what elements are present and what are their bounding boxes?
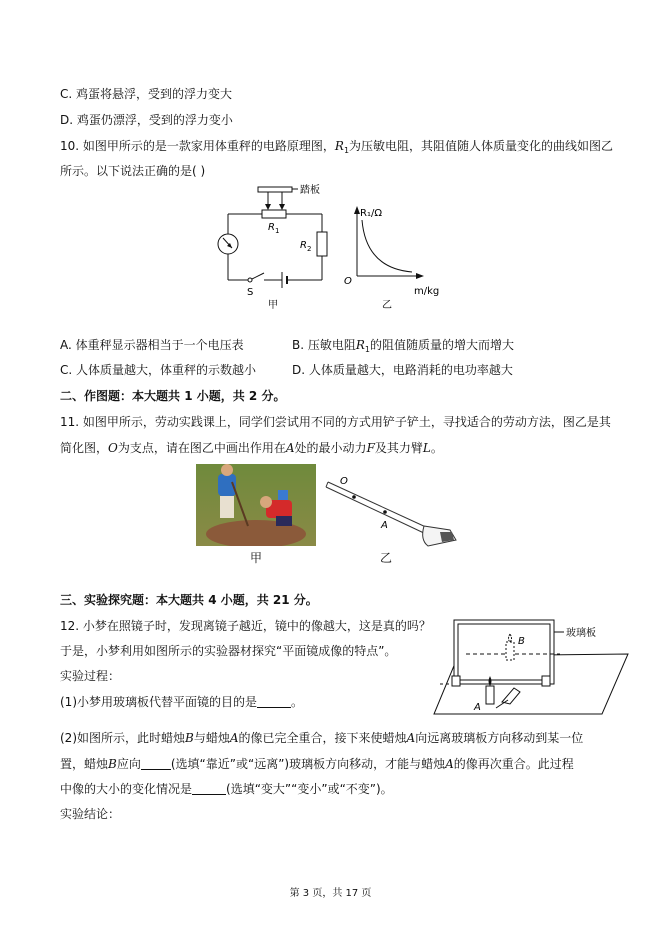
q11-line2-a: 简化图，: [60, 441, 109, 455]
plate-clamp-right: [542, 676, 550, 686]
section3-title-b: 小题，共: [216, 593, 273, 607]
switch-contact: [248, 278, 252, 282]
q10-option-d: D. 人体质量越大，电路消耗的电功率越大: [292, 363, 513, 377]
graph-origin: O: [344, 276, 352, 287]
q12-answer-blank-1[interactable]: [257, 695, 291, 708]
pressure-arrow-head: [279, 204, 285, 210]
q10-stem-line2: 所示。以下说法正确的是( ): [60, 164, 206, 178]
glass-plate-label: 玻璃板: [566, 628, 596, 639]
q12-p2-l1-a: (2)如图所示，此时蜡烛: [60, 731, 185, 745]
q12-a-symbol-3: A: [445, 757, 454, 771]
q10-r1-symbol: R: [334, 139, 344, 153]
q11-o-symbol: O: [108, 441, 118, 455]
q11-line2-b: 为支点，请在图乙中画出作用在: [117, 441, 286, 455]
glass-plate-frame: [454, 620, 554, 684]
q12-p2-l2-a: 置，蜡烛: [60, 757, 109, 771]
q11-fig-jia-caption: 甲: [250, 551, 263, 565]
shovel-shaft-bottom: [326, 487, 426, 534]
candle-b: [506, 642, 514, 660]
q10-stem-line1: [60, 138, 613, 159]
r1-label-letter: R: [268, 222, 275, 233]
section3-score: 21: [272, 593, 290, 607]
q10-option-b-post: 的阻值随质量的增大而增大: [370, 338, 515, 352]
section3-title: [60, 592, 318, 608]
q10-option-b: [292, 337, 514, 358]
resistor-r2: [317, 232, 327, 256]
q12-line1: 12. 小梦在照镜子时，发现离镜子越近，镜中的像越大，这是真的吗？: [60, 619, 431, 633]
q12-p2-l2-d: 的像再次重合。此过程: [453, 757, 574, 771]
q9-option-d: D. 鸡蛋仍漂浮，受到的浮力变小: [60, 113, 233, 127]
switch-label: S: [247, 287, 254, 298]
photo-boy-head: [221, 464, 233, 476]
q12-part1: [60, 694, 303, 710]
q12-p1-a: (1)小梦用玻璃板代替平面镜的目的是: [60, 695, 257, 709]
section2-count: 1: [184, 389, 193, 403]
pedal-plate: [258, 187, 292, 192]
graph-y-label: R₁/Ω: [360, 208, 382, 219]
photo-bucket: [278, 490, 288, 500]
photo-boy-legs: [220, 496, 234, 518]
pivot-label-o: O: [340, 476, 348, 487]
q11-stem-line1: 11. 如图甲所示，劳动实践课上，同学们尝试用不同的方式用铲子铲土，寻找适合的劳动方法，图乙是其: [60, 415, 611, 429]
q12-part2-line2: [60, 756, 574, 772]
q9-option-c: C. 鸡蛋将悬浮，受到的浮力变大: [60, 87, 233, 101]
candle-b-label: B: [518, 636, 525, 647]
q12-b-symbol-2: B: [108, 757, 117, 771]
photo-kid-head: [260, 496, 272, 508]
q12-a-symbol: A: [229, 731, 239, 745]
q12-glass-plate-figure: [430, 612, 630, 716]
point-label-a: A: [381, 520, 388, 531]
q12-p2-l2-c: (选填“靠近”或“远离”)玻璃板方向移动，才能与蜡烛: [170, 757, 446, 771]
q12-part2-line1: [60, 730, 583, 746]
q12-conclusion-label: 实验结论：: [60, 807, 121, 821]
pressure-arrow-head: [265, 204, 271, 210]
q10-resistance-graph: [340, 200, 450, 312]
section3-title-a: 三、实验探究题：本大题共: [60, 593, 209, 607]
fig-jia-caption: 甲: [268, 300, 278, 311]
graph-curve: [362, 220, 412, 272]
q12-p2-l1-b: 与蜡烛: [193, 731, 230, 745]
shovel-shaft-end: [326, 482, 328, 487]
q12-b-symbol: B: [185, 731, 194, 745]
q11-line2-e: 。: [430, 441, 443, 455]
q10-option-c: C. 人体质量越大，体重秤的示数越小: [60, 363, 257, 377]
graph-x-arrow: [416, 273, 424, 279]
q11-l-symbol: L: [422, 441, 431, 455]
q11-fig-yi-caption: 乙: [380, 551, 393, 565]
q11-f-symbol: F: [366, 441, 375, 455]
page-footer: 第 3 页，共 17 页: [289, 888, 372, 899]
q11-digging-photo: [196, 464, 316, 546]
section2-title-a: 二、作图题：本大题共: [60, 389, 185, 403]
candle-a: [486, 686, 494, 704]
q12-p2-l1-d: 向远离玻璃板方向移动到某一位: [415, 731, 584, 745]
candle-a-label: A: [474, 702, 481, 713]
pedal-label: 踏板: [300, 185, 320, 196]
q12-answer-blank-3[interactable]: [192, 782, 226, 795]
q12-p2-l2-b: 应向: [116, 757, 141, 771]
photo-kid-shorts: [276, 516, 292, 526]
q12-process-label: 实验过程：: [60, 669, 121, 683]
q12-a-symbol-2: A: [406, 731, 416, 745]
q10-option-b-pre: B. 压敏电阻: [292, 338, 356, 352]
q11-line2-d: 及其力臂: [374, 441, 423, 455]
q12-answer-blank-2[interactable]: [141, 757, 171, 770]
fig-yi-caption: 乙: [382, 300, 392, 311]
q11-line2-c: 处的最小动力: [294, 441, 367, 455]
plate-clamp-left: [452, 676, 460, 686]
pivot-point-o: [352, 495, 356, 499]
q12-line2: 于是，小梦利用如图所示的实验器材探究“平面镜成像的特点”。: [60, 644, 397, 658]
shovel-shaft-top: [328, 482, 428, 528]
q10-r1-subscript: 1: [343, 146, 350, 155]
q12-p2-l3-a: 中像的大小的变化情况是: [60, 782, 193, 796]
q12-p2-l1-c: 的像已完全重合，接下来使蜡烛: [238, 731, 407, 745]
r2-label-letter: R: [300, 240, 307, 251]
q10-option-b-r1: R: [355, 338, 365, 352]
section2-title: [60, 388, 285, 404]
q11-stem-line2: [60, 440, 443, 456]
r1-label: [268, 222, 279, 235]
q10-stem-a: 10. 如图甲所示的是一款家用体重秤的电路原理图，: [60, 139, 335, 153]
section2-score: 2: [248, 389, 258, 403]
r2-label-sub: 2: [306, 245, 312, 253]
graph-x-label: m/kg: [414, 286, 440, 297]
resistor-r1: [262, 210, 286, 218]
q10-option-b-r1-sub: 1: [364, 345, 371, 354]
section2-title-b: 小题，共: [192, 389, 249, 403]
r2-label: [300, 240, 311, 253]
switch-blade: [252, 273, 264, 279]
q10-stem-b: 为压敏电阻，其阻值随人体质量变化的曲线如图乙: [349, 139, 614, 153]
q11-a-symbol: A: [285, 441, 295, 455]
q12-p1-b: 。: [291, 695, 304, 709]
r1-label-sub: 1: [274, 227, 280, 235]
section3-count: 4: [208, 593, 217, 607]
section3-title-c: 分。: [289, 593, 318, 607]
section2-title-c: 分。: [257, 389, 286, 403]
q10-circuit-figure: [210, 184, 340, 312]
q11-shovel-diagram: [324, 470, 474, 550]
point-a: [383, 510, 387, 514]
q12-part2-line3: [60, 781, 393, 797]
q10-option-a: A. 体重秤显示器相当于一个电压表: [60, 338, 244, 352]
q12-p2-l3-b: (选填“变大”“变小”或“不变”)。: [226, 782, 393, 796]
